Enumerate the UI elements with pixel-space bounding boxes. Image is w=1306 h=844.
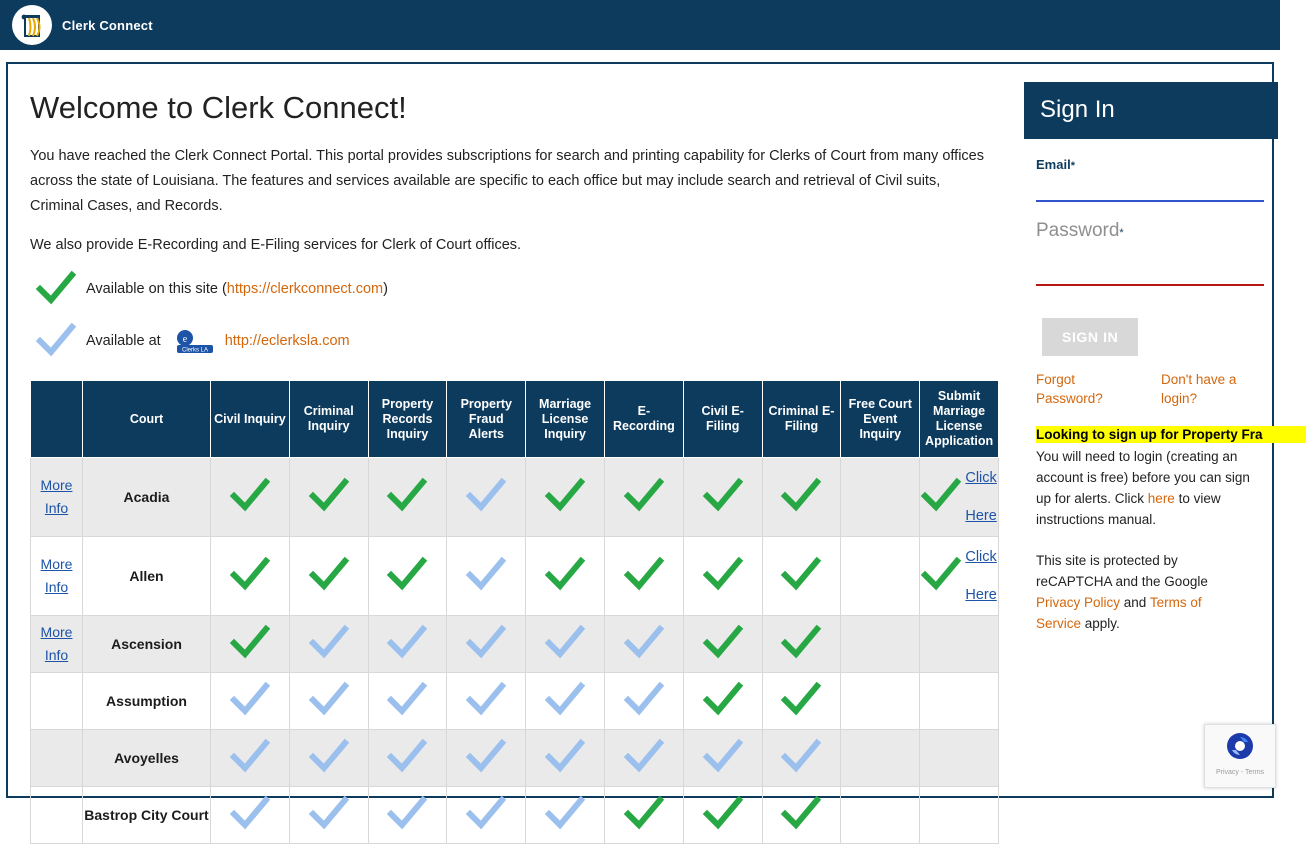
blue-check-icon — [466, 579, 506, 595]
table-body — [31, 458, 999, 844]
service-cell — [447, 787, 526, 844]
service-cell — [604, 458, 683, 537]
password-required-marker: * — [1119, 227, 1124, 239]
court-name-cell: Acadia — [83, 458, 211, 537]
green-check-icon — [781, 579, 821, 595]
blue-check-icon — [545, 704, 585, 720]
service-cell — [526, 730, 605, 787]
service-cell — [211, 787, 290, 844]
service-cell — [526, 616, 605, 673]
service-cell — [604, 616, 683, 673]
eclerksla-url-link[interactable]: http://eclerksla.com — [224, 333, 350, 349]
svg-text:e: e — [182, 334, 187, 345]
free-court-event-cell — [841, 787, 920, 844]
marriage-application-cell[interactable] — [920, 458, 999, 537]
recaptcha-notice-text-1: This site is protected by reCAPTCHA and the Google — [1036, 553, 1208, 589]
green-check-icon — [230, 579, 270, 595]
service-cell — [604, 787, 683, 844]
table-row — [31, 537, 999, 616]
service-cell — [683, 730, 762, 787]
court-name-cell: Ascension — [83, 616, 211, 673]
sign-in-heading: Sign In — [1024, 82, 1278, 139]
click-here-link[interactable]: Click Here — [965, 549, 997, 603]
blue-check-icon — [466, 818, 506, 834]
col-criminal-e-filing: Criminal E-Filing — [762, 381, 841, 458]
green-check-icon — [624, 579, 664, 595]
recaptcha-icon — [1225, 731, 1255, 766]
col-court: Court — [83, 381, 211, 458]
blue-check-icon — [387, 818, 427, 834]
service-cell — [211, 537, 290, 616]
service-cell — [289, 458, 368, 537]
password-label — [1036, 220, 1260, 242]
service-cell — [211, 616, 290, 673]
service-cell — [604, 537, 683, 616]
service-cell — [447, 537, 526, 616]
email-field-group — [1036, 157, 1260, 202]
service-cell — [762, 730, 841, 787]
blue-check-icon — [466, 704, 506, 720]
service-cell — [683, 673, 762, 730]
courts-services-table — [30, 380, 999, 844]
green-check-icon — [703, 818, 743, 834]
service-cell — [762, 787, 841, 844]
blue-check-icon — [466, 647, 506, 663]
service-cell — [289, 537, 368, 616]
table-row — [31, 673, 999, 730]
green-check-icon — [309, 579, 349, 595]
col-marriage-license-inquiry: Marriage License Inquiry — [526, 381, 605, 458]
blue-check-icon — [387, 761, 427, 777]
service-cell — [762, 537, 841, 616]
legend-text-this-site — [86, 281, 388, 297]
service-cell — [289, 616, 368, 673]
sign-in-button[interactable]: SIGN IN — [1042, 318, 1138, 356]
green-check-icon — [309, 500, 349, 516]
service-cell — [526, 673, 605, 730]
promo-here-link[interactable]: here — [1147, 491, 1175, 506]
blue-check-icon — [309, 761, 349, 777]
more-info-cell — [31, 730, 83, 787]
blue-check-icon — [624, 704, 664, 720]
blue-check-icon — [309, 818, 349, 834]
court-name-cell: Avoyelles — [83, 730, 211, 787]
table-row — [31, 616, 999, 673]
sign-in-panel — [1014, 64, 1272, 796]
click-here-link[interactable]: Click Here — [965, 470, 997, 524]
col-property-records-inquiry: Property Records Inquiry — [368, 381, 447, 458]
green-check-icon — [921, 558, 961, 595]
service-cell — [762, 458, 841, 537]
service-cell — [683, 537, 762, 616]
blue-check-icon — [309, 647, 349, 663]
green-check-icon — [703, 704, 743, 720]
green-check-icon — [545, 500, 585, 516]
service-cell — [604, 673, 683, 730]
eclerks-la-logo-icon — [175, 328, 215, 354]
recaptcha-badge[interactable] — [1204, 724, 1276, 788]
blue-check-icon — [230, 818, 270, 834]
marriage-application-cell — [920, 787, 999, 844]
col-e-recording: E-Recording — [604, 381, 683, 458]
green-check-icon — [545, 579, 585, 595]
terms-of-service-link[interactable]: Terms of Service — [1036, 595, 1202, 631]
blue-check-icon — [387, 704, 427, 720]
clerk-connect-logo-icon[interactable] — [12, 5, 52, 45]
promo-body-text-1: You will need to login (creating an account is free) before you can sign up for alerts. Click — [1036, 449, 1250, 506]
green-check-icon — [387, 579, 427, 595]
page-frame — [6, 62, 1274, 823]
green-check-icon — [781, 704, 821, 720]
legend-prefix-1: Available on this site ( — [86, 281, 227, 297]
col-property-fraud-alerts: Property Fraud Alerts — [447, 381, 526, 458]
more-info-cell[interactable] — [31, 616, 83, 673]
service-cell — [368, 730, 447, 787]
table-header-row — [31, 381, 999, 458]
service-cell — [762, 616, 841, 673]
col-free-court-event-inquiry: Free Court Event Inquiry — [841, 381, 920, 458]
privacy-policy-link[interactable]: Privacy Policy — [1036, 595, 1121, 610]
blue-check-icon — [466, 761, 506, 777]
service-cell — [604, 730, 683, 787]
free-court-event-cell — [841, 673, 920, 730]
blue-check-icon — [703, 761, 743, 777]
col-criminal-inquiry: Criminal Inquiry — [289, 381, 368, 458]
table-row — [31, 458, 999, 537]
service-cell — [526, 787, 605, 844]
service-cell — [447, 673, 526, 730]
svg-text:Clerks LA: Clerks LA — [181, 347, 208, 354]
intro-paragraph-1: You have reached the Clerk Connect Portal. This portal provides subscriptions for search and printing capability for Clerks of Court from many offices across the state of Louisiana. The features and services available are specific to each office but may include search and retrieval of Civil suits, Criminal Cases, and Records. — [30, 148, 984, 214]
recaptcha-notice-apply: apply. — [1081, 616, 1120, 631]
green-check-icon — [230, 647, 270, 663]
service-cell — [368, 616, 447, 673]
service-cell — [289, 730, 368, 787]
property-fraud-promo-body — [1036, 446, 1264, 530]
marriage-application-cell — [920, 673, 999, 730]
col-civil-e-filing: Civil E-Filing — [683, 381, 762, 458]
email-required-marker: * — [1070, 160, 1075, 172]
blue-check-icon — [545, 647, 585, 663]
brand-title: Clerk Connect — [62, 17, 153, 33]
green-check-icon — [781, 647, 821, 663]
marriage-application-cell[interactable] — [920, 537, 999, 616]
col-more-info — [31, 381, 83, 458]
free-court-event-cell — [841, 458, 920, 537]
blue-check-icon — [309, 704, 349, 720]
page-title: Welcome to Clerk Connect! — [30, 90, 407, 125]
no-login-link[interactable]: Don't have a login? — [1161, 372, 1237, 406]
service-cell — [211, 673, 290, 730]
service-cell — [211, 458, 290, 537]
service-cell — [368, 537, 447, 616]
recaptcha-notice — [1036, 550, 1248, 634]
green-check-icon — [624, 500, 664, 516]
forgot-password-link[interactable]: Forgot Password? — [1036, 372, 1103, 406]
service-cell — [683, 787, 762, 844]
service-cell — [762, 673, 841, 730]
service-cell — [447, 616, 526, 673]
service-cell — [211, 730, 290, 787]
table-row — [31, 730, 999, 787]
password-input[interactable] — [1036, 258, 1264, 286]
more-info-cell — [31, 673, 83, 730]
blue-check-icon — [387, 647, 427, 663]
password-field-group — [1036, 220, 1260, 286]
service-cell — [289, 787, 368, 844]
more-info-cell[interactable] — [31, 537, 83, 616]
green-check-icon — [781, 818, 821, 834]
top-bar — [0, 0, 1280, 50]
col-civil-inquiry: Civil Inquiry — [211, 381, 290, 458]
more-info-link[interactable]: More Info — [40, 624, 73, 663]
green-check-icon — [230, 500, 270, 516]
more-info-cell — [31, 787, 83, 844]
blue-check-icon — [230, 704, 270, 720]
more-info-link[interactable]: More Info — [40, 477, 73, 516]
sign-in-fields — [1014, 157, 1272, 634]
legend-row-this-site — [36, 272, 1002, 306]
password-label-text: Password — [1036, 220, 1120, 241]
service-cell — [683, 458, 762, 537]
marriage-application-cell — [920, 730, 999, 787]
free-court-event-cell — [841, 616, 920, 673]
blue-check-icon — [624, 761, 664, 777]
service-cell — [526, 537, 605, 616]
legend-suffix-1: ) — [383, 281, 388, 297]
court-name-cell: Bastrop City Court — [83, 787, 211, 844]
service-cell — [368, 787, 447, 844]
blue-check-icon — [230, 761, 270, 777]
property-fraud-promo-highlight: Looking to sign up for Property Fra — [1036, 426, 1306, 443]
legend-row-eclerks — [36, 324, 1002, 358]
promo-body-text-2: to view instructions manual. — [1036, 491, 1221, 527]
blue-check-icon — [545, 818, 585, 834]
green-check-icon — [36, 272, 76, 306]
more-info-cell[interactable] — [31, 458, 83, 537]
blue-check-icon — [624, 647, 664, 663]
blue-check-icon — [781, 761, 821, 777]
intro-paragraph-2: We also provide E-Recording and E-Filing services for Clerk of Court offices. — [30, 237, 522, 253]
email-input[interactable] — [1036, 174, 1264, 202]
table-row — [31, 787, 999, 844]
service-cell — [447, 730, 526, 787]
green-check-icon — [387, 500, 427, 516]
free-court-event-cell — [841, 537, 920, 616]
green-check-icon — [781, 500, 821, 516]
email-label — [1036, 157, 1260, 172]
service-cell — [526, 458, 605, 537]
col-submit-marriage-license-application: Submit Marriage License Application — [920, 381, 999, 458]
court-name-cell: Allen — [83, 537, 211, 616]
free-court-event-cell — [841, 730, 920, 787]
clerkconnect-url-link[interactable]: https://clerkconnect.com — [226, 281, 384, 297]
email-label-text: Email — [1036, 157, 1071, 172]
service-cell — [368, 458, 447, 537]
green-check-icon — [703, 579, 743, 595]
service-cell — [368, 673, 447, 730]
green-check-icon — [703, 647, 743, 663]
recaptcha-badge-text: Privacy - Terms — [1215, 769, 1265, 776]
green-check-icon — [703, 500, 743, 516]
main-content — [8, 64, 1014, 823]
green-check-icon — [624, 818, 664, 834]
green-check-icon — [921, 479, 961, 516]
sign-in-helper-links — [1036, 370, 1260, 408]
more-info-link[interactable]: More Info — [40, 556, 73, 595]
blue-check-icon — [545, 761, 585, 777]
marriage-application-cell — [920, 616, 999, 673]
blue-check-icon — [36, 324, 76, 358]
legend-text-eclerks: Available at — [86, 333, 161, 349]
recaptcha-notice-and: and — [1120, 595, 1150, 610]
court-name-cell: Assumption — [83, 673, 211, 730]
blue-check-icon — [466, 500, 506, 516]
service-cell — [289, 673, 368, 730]
service-cell — [683, 616, 762, 673]
service-cell — [447, 458, 526, 537]
